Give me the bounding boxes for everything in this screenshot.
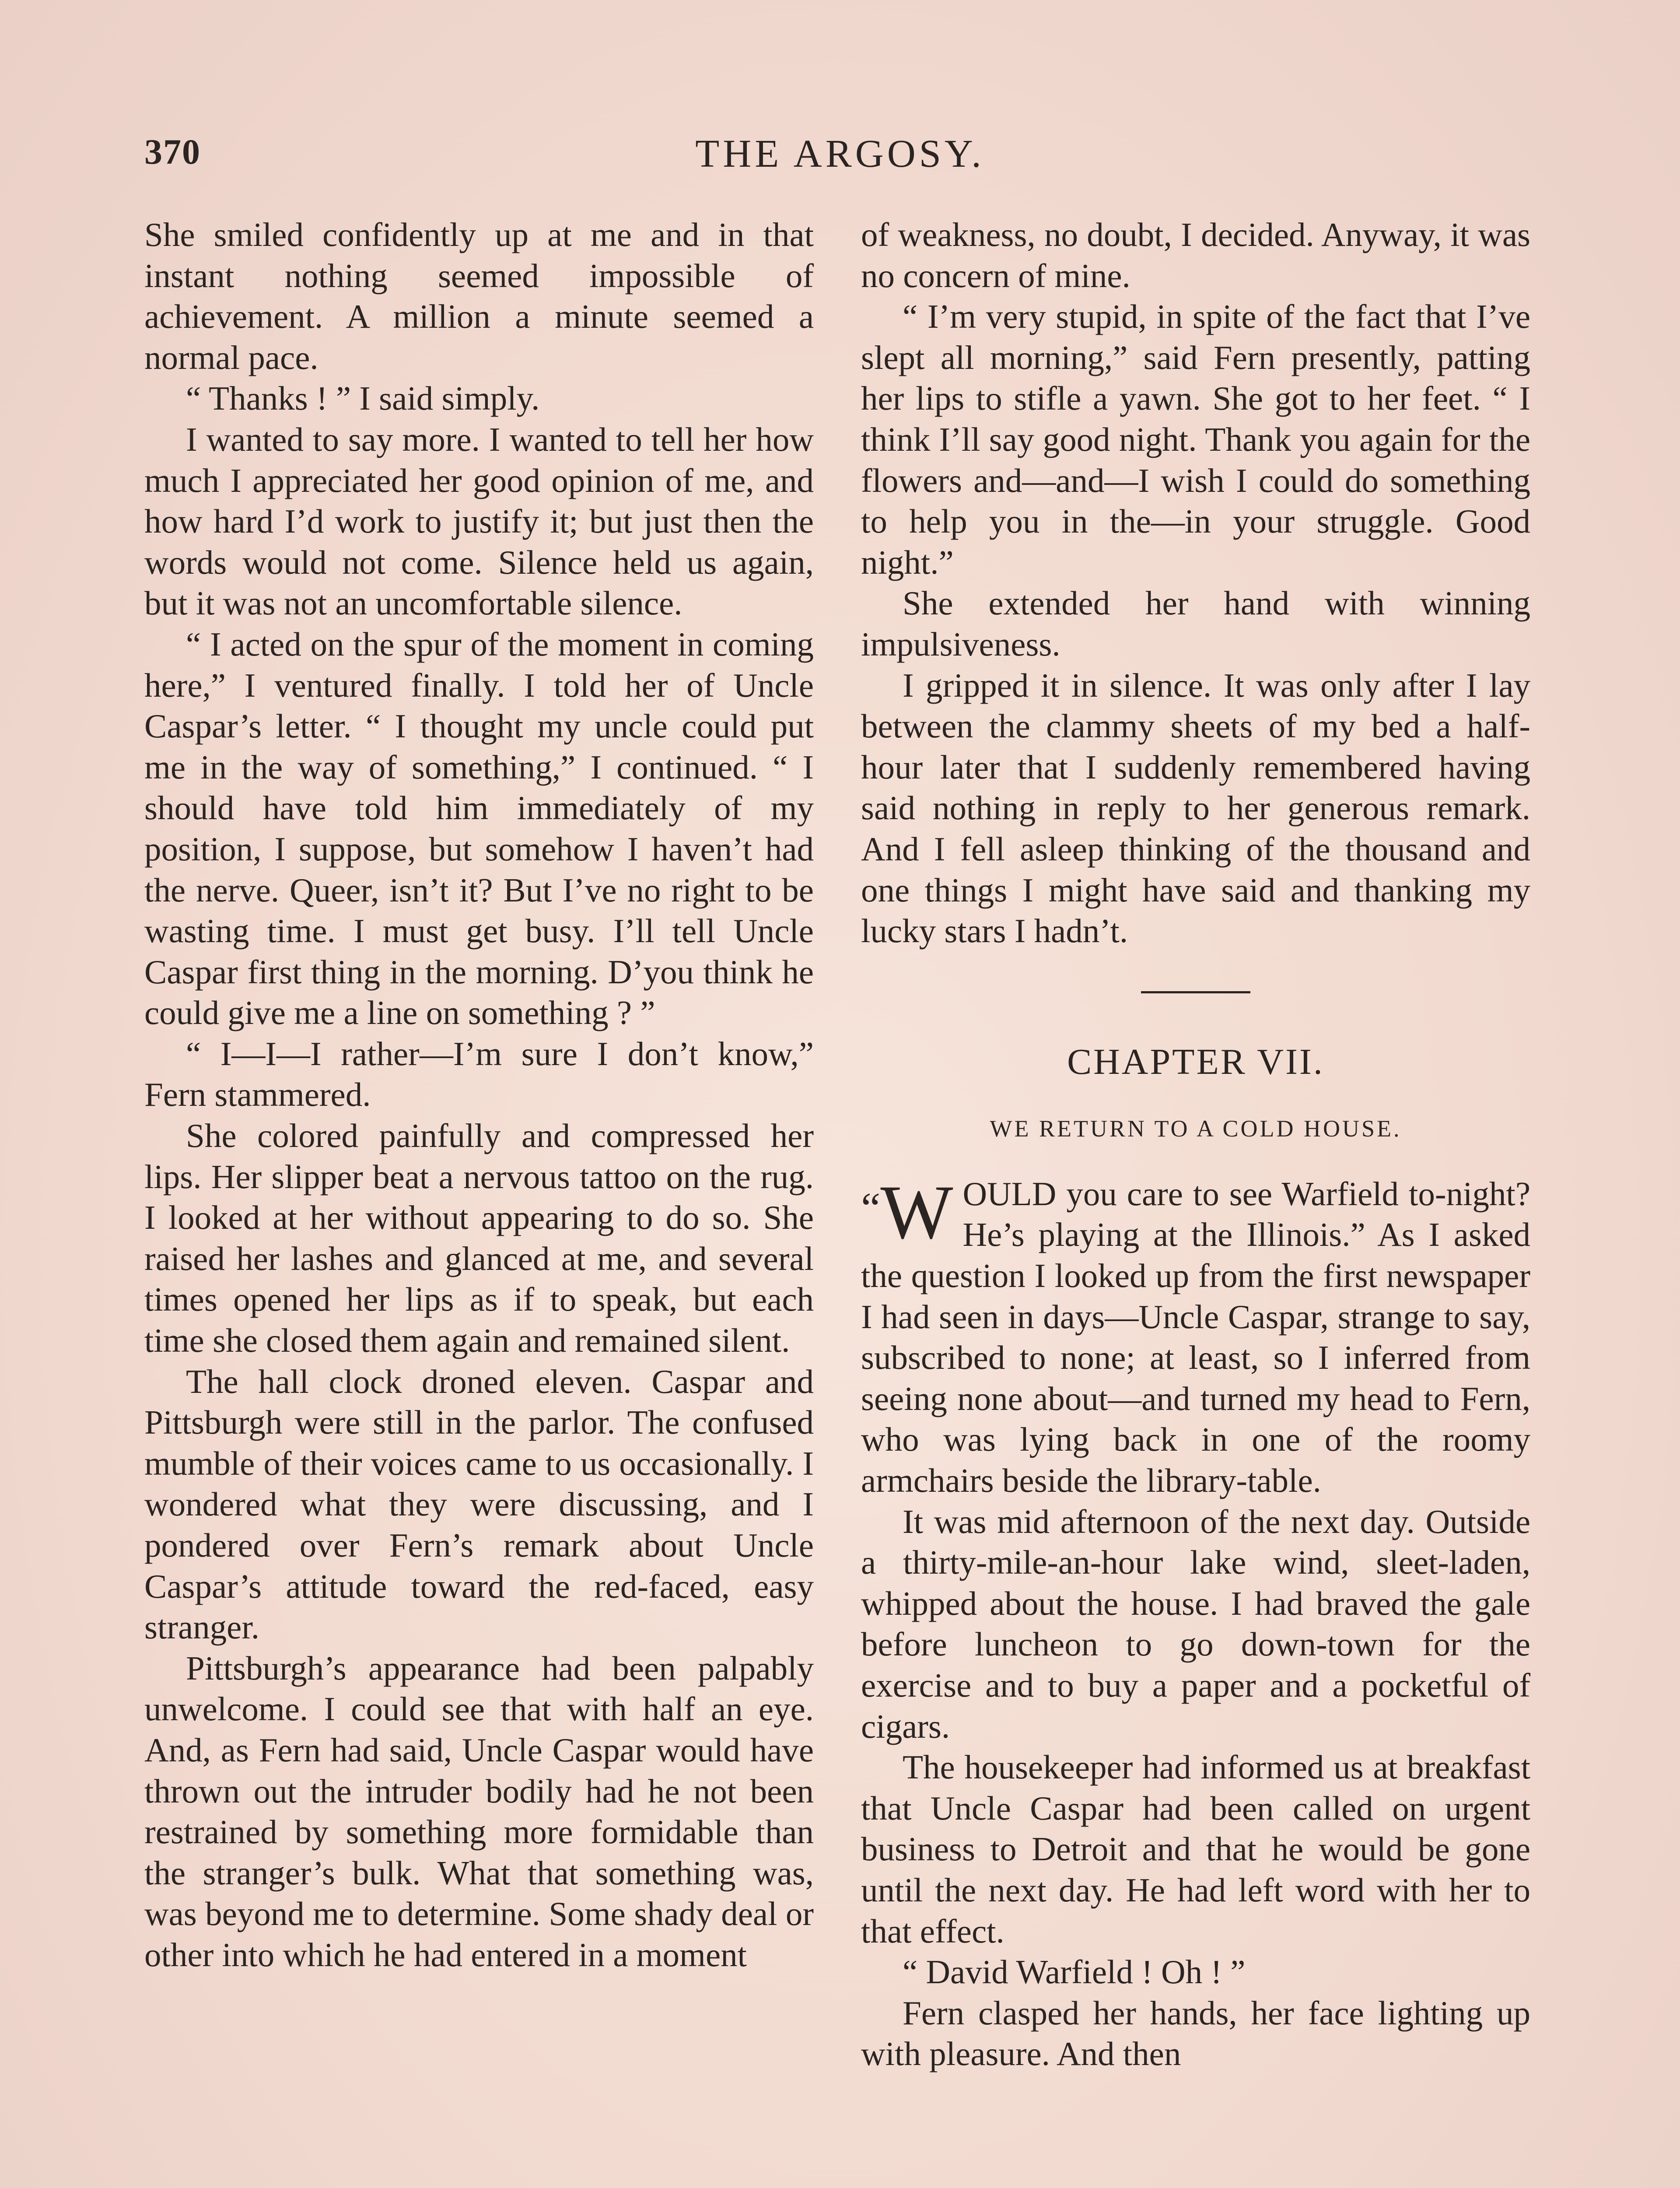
paragraph: Fern clasped her hands, her face lighting up with pleasure. And then [861, 1994, 1530, 2073]
paragraph: She colored painfully and compressed her lips. Her slipper beat a nervous tattoo on the rug. I looked at her without appearing to do so. She raised her lashes and glanced at me, and several times opened her lips as if to speak, but each time she closed them again and remained silent. [144, 1117, 814, 1360]
drop-cap [861, 1169, 953, 1255]
right-column [861, 214, 1530, 2075]
page-header [144, 131, 1536, 179]
paragraph: The housekeeper had informed us at breakfast that Uncle Caspar had been called on urgent business to Detroit and that he would be gone until the next day. He had left word with her to that effect. [861, 1748, 1530, 1950]
continued-paragraph: of weakness, no doubt, I decided. Anyway, it was no concern of mine. [861, 216, 1530, 295]
paragraph: I wanted to say more. I wanted to tell her how much I appreciated her good opinion of me, and how hard I’d work to justify it; but just then the words would not come. Silence held us again, but it was not an uncomfortable silence. [144, 420, 814, 622]
paragraph: “ I—I—I rather—I’m sure I don’t know,” Fern stammered. [144, 1034, 814, 1114]
paragraph: “ David Warfield ! Oh ! ” [903, 1953, 1246, 1991]
chapter-opening-paragraph [861, 1169, 1530, 1501]
paragraph: Pittsburgh’s appearance had been palpably unwelcome. I could see that with half an eye. And, as Fern had said, Uncle Caspar would have thrown out the intruder bodily had he not been restrained by something more formidable than the stranger’s bulk. What that something was, was beyond me to determine. Some shady deal or other into which he had entered in a moment [144, 1649, 814, 1974]
chapter-subtitle: WE RETURN TO A COLD HOUSE. [990, 1115, 1402, 1142]
section-divider [1141, 991, 1250, 993]
paragraph: “ I acted on the spur of the moment in coming here,” I ventured finally. I told her of Uncle Caspar’s letter. “ I thought my uncle could put me in the way of something,” I continued. “ I should have told him immediately of my position, I suppose, but somehow I haven’t had the nerve. Queer, isn’t it? But I’ve no right to be wasting time. I must get busy. I’ll tell Uncle Caspar first thing in the morning. D’you think he could give me a line on something ? ” [144, 625, 814, 1032]
paragraph: I gripped it in silence. It was only after I lay between the clammy sheets of my bed a half-hour later that I suddenly remembered having said nothing in reply to her generous remark. And I fell asleep thinking of the thousand and one things I might have said and thanking my lucky stars I hadn’t. [861, 666, 1530, 950]
left-column [144, 214, 814, 1976]
paragraph: The hall clock droned eleven. Caspar and Pittsburgh were still in the parlor. The confused mumble of their voices came to us occasionally. I wondered what they were discussing, and I pondered over Fern’s remark about Uncle Caspar’s attitude toward the red-faced, easy stranger. [144, 1362, 814, 1646]
paragraph: It was mid afternoon of the next day. Outside a thirty-mile-an-hour lake wind, sleet-laden, whipped about the house. I had braved the gale before luncheon to go down-town for the exercise and to buy a paper and a pocketful of cigars. [861, 1502, 1530, 1745]
running-head: THE ARGOSY. [695, 132, 985, 175]
paragraph: She extended her hand with winning impulsiveness. [861, 584, 1530, 663]
chapter-title: CHAPTER VII. [1067, 1041, 1324, 1082]
page-number: 370 [144, 132, 201, 172]
drop-cap-letter: W [880, 1169, 953, 1255]
paragraph: “ Thanks ! ” I said simply. [186, 379, 540, 417]
paragraph: “ I’m very stupid, in spite of the fact that I’ve slept all morning,” said Fern presently, patting her lips to stifle a yawn. She got to her feet. “ I think I’ll say good night. Thank you again for the flowers and—and—I wish I could do something to help you in the—in your struggle. Good night.” [861, 298, 1530, 581]
drop-cap-quote: “ [861, 1183, 881, 1232]
paragraph: She smiled confidently up at me and in that instant nothing seemed impossible of achievement. A million a minute seemed a normal pace. [144, 216, 814, 376]
opening-text: OULD you care to see Warfield to-night? He’s playing at the Illinois.” As I asked the question I looked up from the first newspaper I had seen in days—Uncle Caspar, strange to say, subscribed to none; at least, so I inferred from seeing none about—and turned my head to Fern, who was lying back in one of the roomy armchairs beside the library-table. [861, 1175, 1530, 1500]
